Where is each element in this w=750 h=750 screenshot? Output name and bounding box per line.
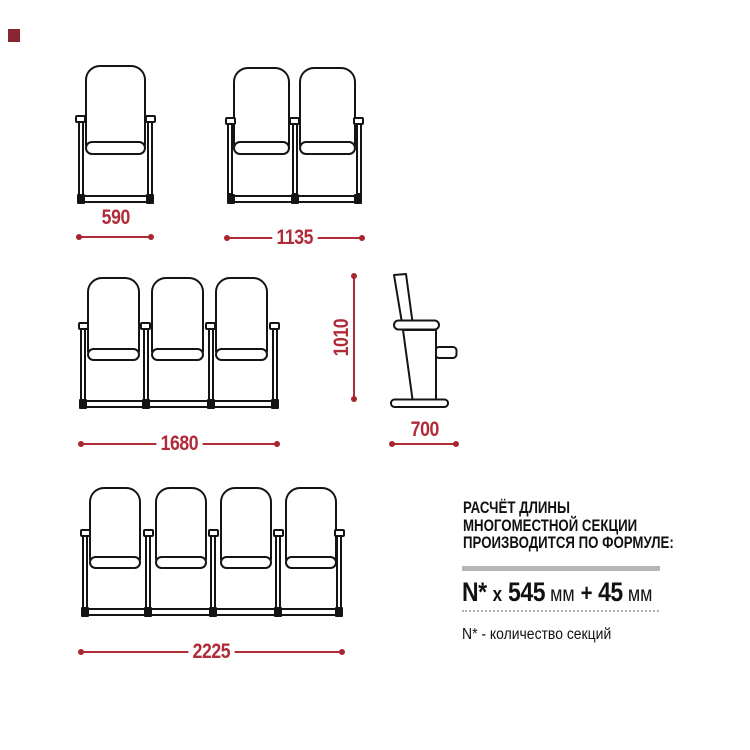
frame-post xyxy=(275,535,281,610)
chair-backrest xyxy=(155,487,207,563)
dimension-dot xyxy=(148,234,154,240)
foot xyxy=(207,399,215,409)
dimension-dot xyxy=(351,396,357,402)
chair-backrest xyxy=(220,487,272,563)
foot xyxy=(335,607,343,617)
frame-post xyxy=(147,121,153,197)
frame-post xyxy=(80,328,86,402)
dimension-value: 1010 xyxy=(331,308,353,368)
dimension-dot xyxy=(453,441,459,447)
armrest-cap xyxy=(269,322,280,330)
chair-backrest xyxy=(299,67,356,149)
foot xyxy=(144,607,152,617)
foot xyxy=(81,607,89,617)
seat-cushion xyxy=(285,556,337,569)
chair-backrest xyxy=(89,487,141,563)
frame-post xyxy=(272,328,278,402)
dimension-line xyxy=(353,276,355,399)
chair-side-view xyxy=(390,272,460,409)
chair-backrest xyxy=(215,277,268,355)
frame-post xyxy=(210,535,216,610)
foot xyxy=(227,194,235,204)
dotted-rule xyxy=(462,610,659,612)
armrest-cap xyxy=(289,117,300,125)
formula-unit1: мм xyxy=(550,583,575,606)
foot xyxy=(79,399,87,409)
foot xyxy=(77,194,85,204)
formula xyxy=(462,577,653,609)
chair-backrest xyxy=(233,67,290,149)
armrest-cap xyxy=(140,322,151,330)
dimension-dot xyxy=(351,273,357,279)
formula-plus: + xyxy=(580,580,593,607)
armrest-cap xyxy=(334,529,345,537)
frame-post xyxy=(356,123,362,195)
seat-cushion xyxy=(233,141,290,155)
frame-post xyxy=(292,123,298,195)
seat-cushion xyxy=(87,348,140,361)
foot xyxy=(142,399,150,409)
panel-title xyxy=(463,499,674,552)
foot xyxy=(274,607,282,617)
panel-title-line: ПРОИЗВОДИТСЯ ПО ФОРМУЛЕ: xyxy=(463,533,674,552)
frame-post xyxy=(145,535,151,610)
side-body xyxy=(403,330,436,403)
side-base xyxy=(391,400,448,408)
panel-title-line: РАСЧЁТ ДЛИНЫ xyxy=(463,498,570,517)
dimension-value: 1135 xyxy=(227,227,362,249)
frame-post xyxy=(143,328,149,402)
three-seat-front-view xyxy=(80,275,278,408)
four-seat-front-view xyxy=(82,485,342,616)
dimension-value: 2225 xyxy=(81,641,342,663)
formula-footnote: N* - количество секций xyxy=(462,626,612,643)
armrest-cap xyxy=(145,115,156,123)
dimension-line xyxy=(392,443,456,445)
seat-cushion xyxy=(220,556,272,569)
seat-cushion xyxy=(155,556,207,569)
chair-backrest xyxy=(151,277,204,355)
armrest-cap xyxy=(273,529,284,537)
frame-post xyxy=(78,121,84,197)
base-rail xyxy=(77,195,154,203)
seat-cushion xyxy=(89,556,141,569)
dimension-value: 590 xyxy=(85,207,147,229)
seat-cushion xyxy=(85,141,146,155)
formula-n: N* xyxy=(462,577,487,607)
foot xyxy=(271,399,279,409)
panel-title-line: МНОГОМЕСТНОЙ СЕКЦИИ xyxy=(463,515,638,535)
armrest-cap xyxy=(143,529,154,537)
dimension-line xyxy=(79,236,151,238)
dimension-dot xyxy=(389,441,395,447)
frame-post xyxy=(227,123,233,195)
chair-backrest xyxy=(285,487,337,563)
dimension-dot xyxy=(76,234,82,240)
armrest-cap xyxy=(205,322,216,330)
armrest-cap xyxy=(225,117,236,125)
foot xyxy=(354,194,362,204)
dimension-value: 700 xyxy=(394,419,456,441)
chair-backrest xyxy=(85,65,146,149)
side-armrest xyxy=(394,321,439,330)
side-seat-tab xyxy=(436,347,457,358)
frame-post xyxy=(336,535,342,610)
formula-unit2: мм xyxy=(627,583,653,606)
armrest-cap xyxy=(208,529,219,537)
logo-square-icon xyxy=(8,29,20,42)
foot xyxy=(146,194,154,204)
side-backrest xyxy=(394,274,413,323)
single-seat-front-view xyxy=(77,63,154,204)
armrest-cap xyxy=(353,117,364,125)
separator-bar xyxy=(462,566,660,571)
formula-times: x xyxy=(492,584,503,606)
chair-backrest xyxy=(87,277,140,355)
frame-post xyxy=(208,328,214,402)
formula-value2: 45 xyxy=(598,577,623,607)
frame-post xyxy=(82,535,88,610)
armrest-cap xyxy=(78,322,89,330)
seat-cushion xyxy=(299,141,356,155)
seat-cushion xyxy=(215,348,268,361)
two-seat-front-view xyxy=(227,64,362,204)
base-rail xyxy=(80,400,278,408)
seat-cushion xyxy=(151,348,204,361)
foot xyxy=(291,194,299,204)
foot xyxy=(209,607,217,617)
dimension-value: 1680 xyxy=(81,433,277,455)
formula-value1: 545 xyxy=(508,577,546,607)
armrest-cap xyxy=(75,115,86,123)
armrest-cap xyxy=(80,529,91,537)
